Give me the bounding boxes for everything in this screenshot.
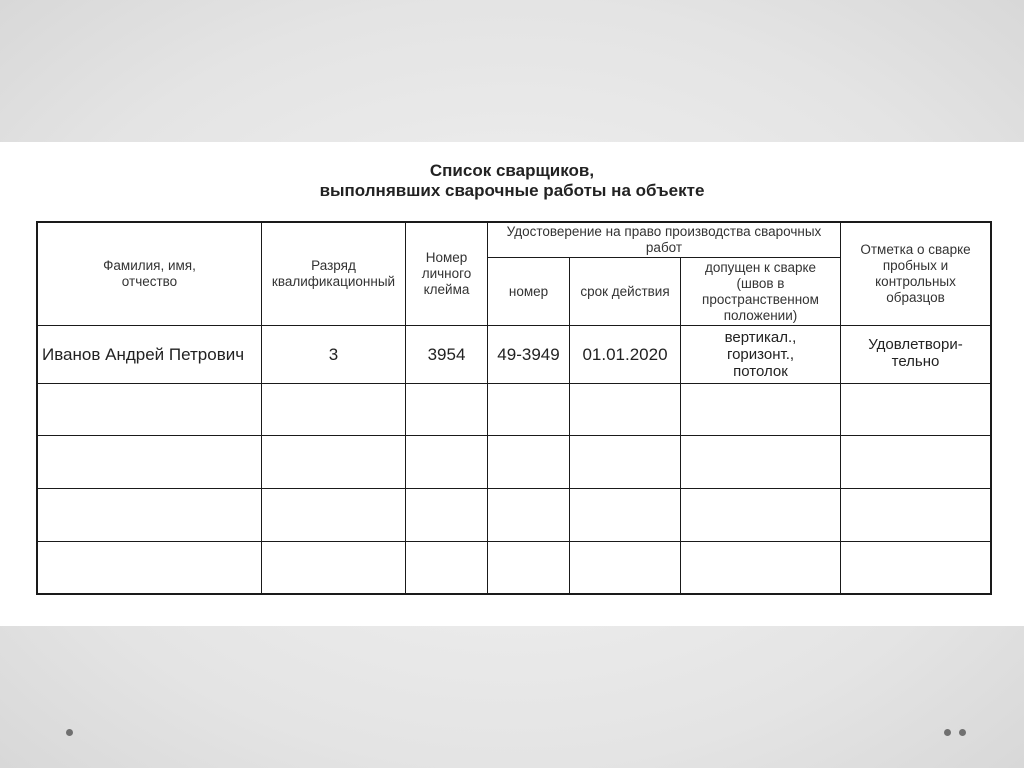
document-title-line-2: выполнявших сварочные работы на объекте [319, 181, 705, 200]
cell-rank: 3 [328, 344, 339, 364]
header-mark: Отметка о сварке пробных и контрольных образцов [860, 242, 971, 305]
slide-nav-dot-right-2[interactable] [959, 729, 966, 736]
cell-fio: Иванов Андрей Петрович [42, 344, 245, 364]
header-fio: Фамилия, имя, отчество [103, 258, 196, 289]
header-certificate-group: Удостоверение на право производства сварочных работ [506, 224, 822, 255]
grid-line [38, 435, 990, 436]
welders-table [36, 221, 992, 595]
cell-cert-validity: 01.01.2020 [582, 344, 668, 364]
grid-line [38, 541, 990, 542]
header-stamp: Номер личного клейма [421, 250, 472, 297]
grid-line [38, 488, 990, 489]
header-rank: Разряд квалификационный [271, 258, 396, 289]
cell-cert-number: 49-3949 [497, 344, 560, 364]
cell-cert-positions: вертикал., горизонт., потолок [724, 329, 797, 380]
cell-stamp: 3954 [427, 344, 466, 364]
document-title-line-1: Список сварщиков, [429, 161, 595, 180]
header-cert-number: номер [508, 283, 549, 299]
slide-nav-dot-left[interactable] [66, 729, 73, 736]
grid-line [38, 383, 990, 384]
slide-nav-dot-right-1[interactable] [944, 729, 951, 736]
header-cert-validity: срок действия [580, 283, 670, 299]
header-cert-positions: допущен к сварке (швов в пространственном положении) [702, 259, 819, 323]
cell-mark: Удовлетвори-тельно [868, 336, 963, 370]
